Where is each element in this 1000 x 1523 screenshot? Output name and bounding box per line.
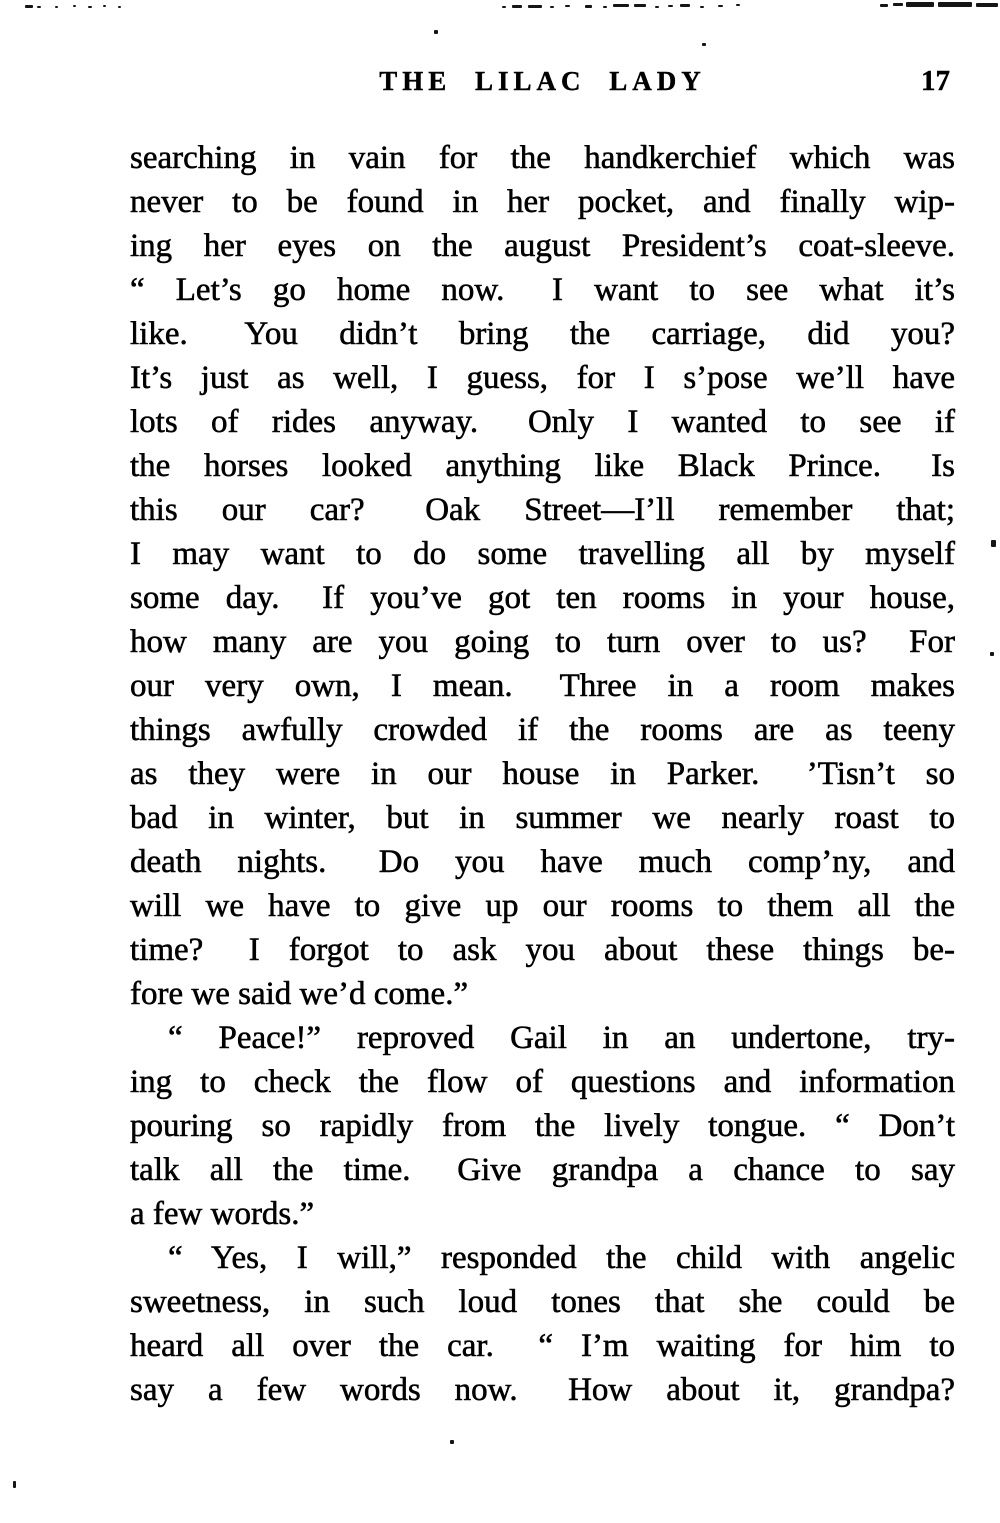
scan-artifact xyxy=(880,4,888,7)
text-line: our very own, I mean. Three in a room makes xyxy=(130,668,955,704)
text-line: lots of rides anyway. Only I wanted to see if xyxy=(130,404,955,440)
text-line: as they were in our house in Parker. ’Tisn’t so xyxy=(130,756,955,792)
scan-artifact xyxy=(938,2,972,7)
scan-artifact xyxy=(502,6,506,8)
scan-artifact xyxy=(88,6,92,8)
scan-artifact xyxy=(37,6,41,8)
text-line: ing to check the flow of questions and information xyxy=(130,1064,955,1100)
scan-artifact xyxy=(702,43,706,46)
scan-artifact xyxy=(718,5,723,7)
scan-artifact xyxy=(991,540,996,547)
scan-artifact xyxy=(655,6,659,8)
scan-artifact xyxy=(736,4,740,6)
scan-artifact xyxy=(906,2,934,7)
scan-artifact xyxy=(613,4,629,7)
text-line: never to be found in her pocket, and finally wip- xyxy=(130,184,955,220)
scan-artifact xyxy=(25,5,33,8)
text-line: searching in vain for the handkerchief which was xyxy=(130,140,955,176)
scan-artifact xyxy=(118,6,121,8)
text-line: talk all the time. Give grandpa a chance to say xyxy=(130,1152,955,1188)
text-block xyxy=(130,136,955,1412)
scan-artifact xyxy=(893,3,903,6)
text-line: the horses looked anything like Black Prince. Is xyxy=(130,448,955,484)
scan-artifact xyxy=(603,6,607,8)
running-title: THE LILAC LADY xyxy=(379,66,706,96)
text-line: say a few words now. How about it, grandpa? xyxy=(130,1372,955,1408)
text-line: time? I forgot to ask you about these things be- xyxy=(130,932,955,968)
scan-artifact xyxy=(73,5,76,7)
text-line: ing her eyes on the august President’s coat-sleeve. xyxy=(130,228,955,264)
scan-artifact xyxy=(680,4,690,7)
text-line: “ Let’s go home now. I want to see what it’s xyxy=(130,272,955,308)
scan-artifact xyxy=(634,4,646,7)
text-line: death nights. Do you have much comp’ny, and xyxy=(130,844,955,880)
text-line: bad in winter, but in summer we nearly roast to xyxy=(130,800,955,836)
text-line: how many are you going to turn over to us? For xyxy=(130,624,955,660)
text-line: things awfully crowded if the rooms are as teeny xyxy=(130,712,955,748)
scan-artifact xyxy=(450,1440,454,1444)
scan-artifact xyxy=(528,5,542,8)
text-line: fore we said we’d come.” xyxy=(130,976,469,1012)
scan-artifact xyxy=(585,5,592,8)
text-line: “ Yes, I will,” responded the child with angelic xyxy=(168,1240,955,1276)
text-line: pouring so rapidly from the lively tongue. “ Don’t xyxy=(130,1108,955,1144)
scan-artifact xyxy=(103,5,106,7)
text-line: will we have to give up our rooms to them all the xyxy=(130,888,955,924)
scan-artifact xyxy=(976,3,998,7)
scan-artifact xyxy=(565,5,570,7)
scan-artifact xyxy=(700,6,704,8)
scan-artifact xyxy=(668,5,673,7)
text-line: “ Peace!” reproved Gail in an undertone, try- xyxy=(168,1020,955,1056)
text-line: like. You didn’t bring the carriage, did you? xyxy=(130,316,955,352)
scan-artifact xyxy=(550,6,554,8)
scan-artifact xyxy=(13,1481,16,1488)
page-number: 17 xyxy=(921,65,950,97)
text-line: It’s just as well, I guess, for I s’pose we’ll have xyxy=(130,360,955,396)
text-line: this our car? Oak Street—I’ll remember that; xyxy=(130,492,955,528)
scan-artifact xyxy=(990,652,994,656)
text-line: I may want to do some travelling all by myself xyxy=(130,536,955,572)
text-line: some day. If you’ve got ten rooms in your house, xyxy=(130,580,955,616)
text-line: sweetness, in such loud tones that she could be xyxy=(130,1284,955,1320)
scan-artifact xyxy=(434,30,438,34)
text-line: heard all over the car. “ I’m waiting for him to xyxy=(130,1328,955,1364)
scan-artifact xyxy=(512,5,522,8)
text-line: a few words.” xyxy=(130,1196,315,1232)
scan-artifact xyxy=(55,6,58,8)
